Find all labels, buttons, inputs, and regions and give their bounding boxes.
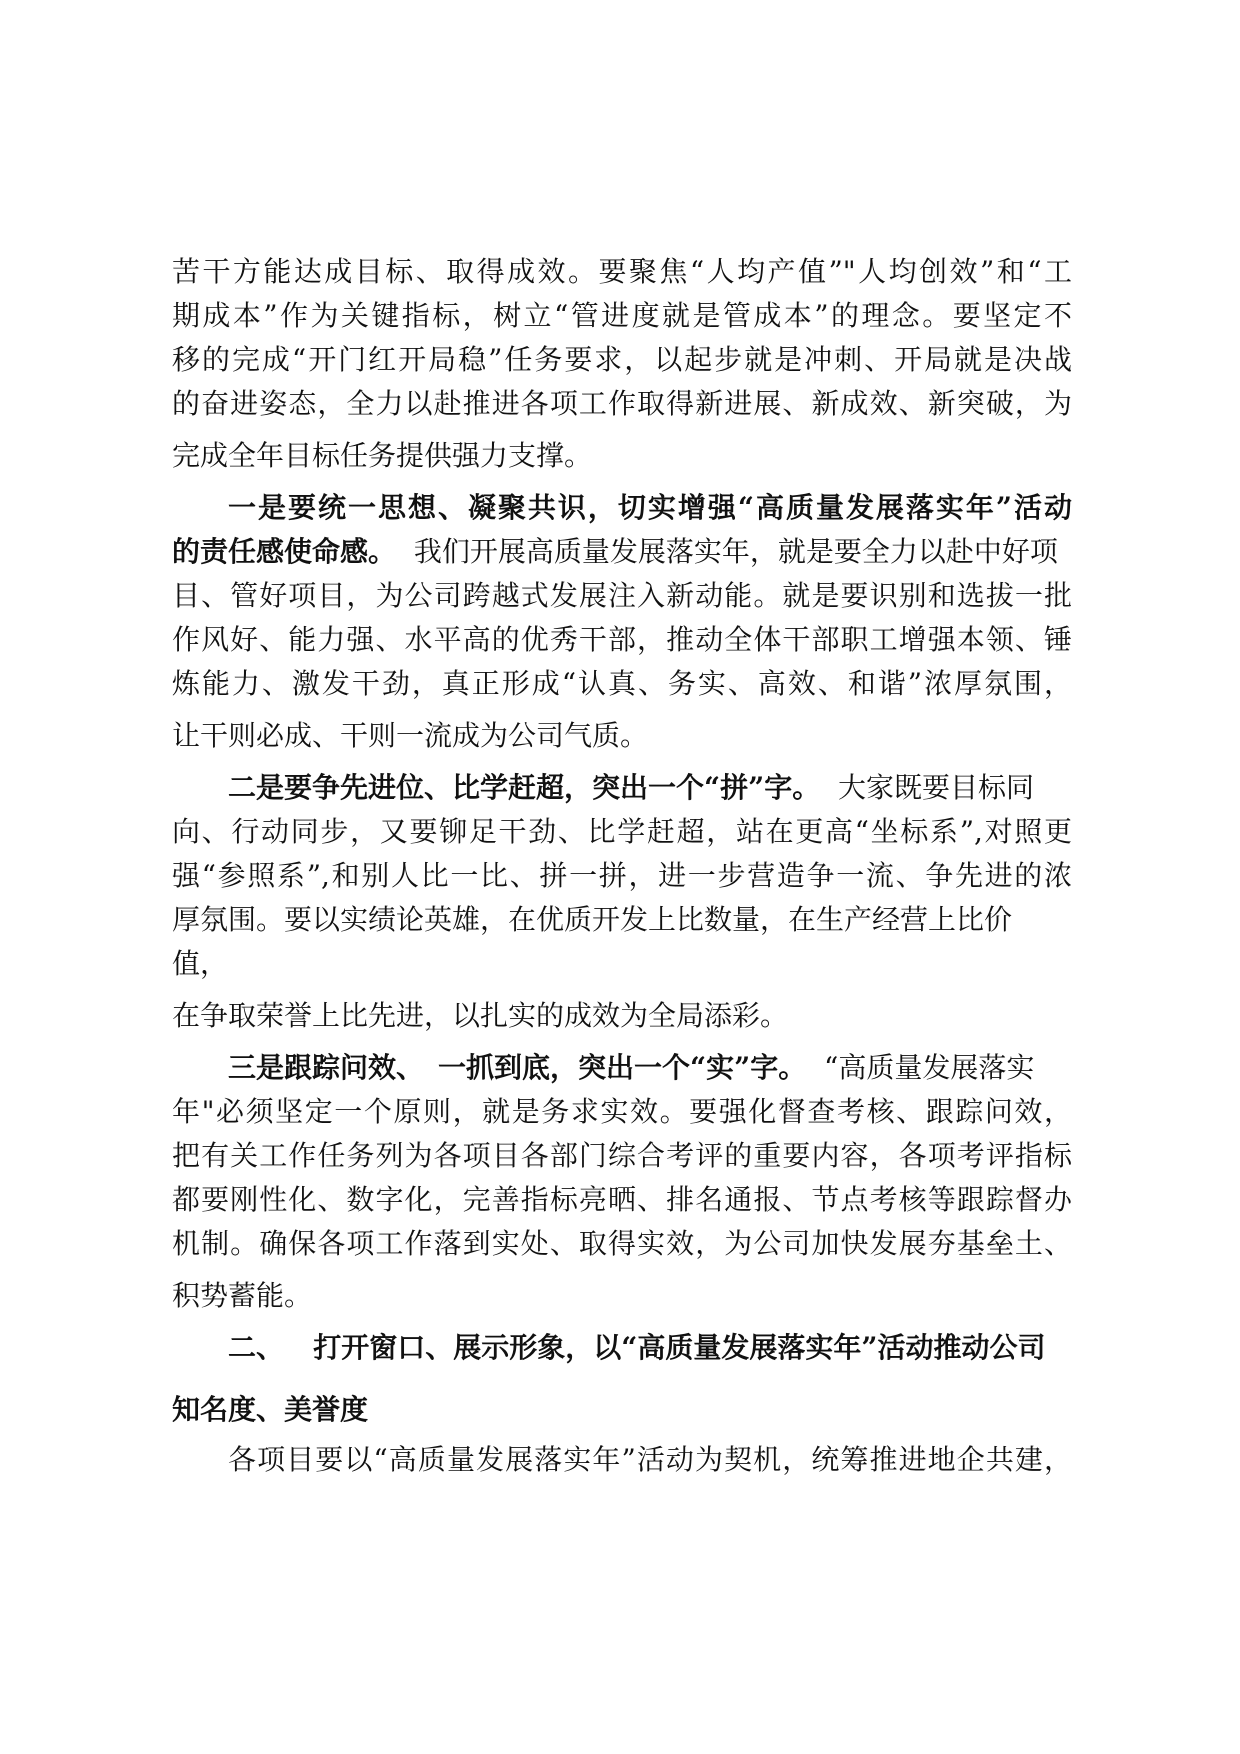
section-title: 打开窗口、展示形象，以“高质量发展落实年”活动推动公司 [313,1331,1046,1364]
text-line: 各项目要以“高质量发展落实年”活动为契机，统筹推进地企共建， [228,1443,1072,1476]
text-run: 我们开展高质量发展落实年，就是要全力以赴中好项 [413,535,1058,568]
text-line [228,768,1072,808]
paragraph-heading: 三是跟踪问效、 一抓到底，突出一个“实”字。 [228,1051,807,1084]
text-line: 值， [172,947,229,980]
text-line: 积势蓄能。 [172,1279,313,1312]
text-run: “高质量发展落实 [824,1051,1035,1084]
text-line: 让干则必成、干则一流成为公司气质。 [172,719,649,752]
text-line: 期成本”作为关键指标，树立“管进度就是管成本”的理念。要坚定不 [172,299,1072,332]
text-line [228,1048,1072,1088]
text-run: 大家既要目标同 [838,771,1035,804]
text-line: 厚氛围。要以实绩论英雄，在优质开发上比数量，在生产经营上比价 [172,903,1013,936]
paragraph-heading: 的责任感使命感。 [172,535,397,568]
text-line: 年"必须坚定一个原则，就是务求实效。要强化督查考核、跟踪问效， [172,1095,1072,1128]
text-line: 机制。确保各项工作落到实处、取得实效，为公司加快发展夯基垒土、 [172,1227,1072,1260]
paragraph-heading: 二是要争先进位、比学赶超，突出一个“拼”字。 [228,771,821,804]
text-line: 移的完成“开门红开局稳”任务要求，以起步就是冲刺、开局就是决战 [172,343,1072,376]
text-line: 向、行动同步，又要铆足干劲、比学赶超，站在更高“坐标系”,对照更 [172,815,1072,848]
text-line: 苦干方能达成目标、取得成效。要聚焦“人均产值”"人均创效”和“工 [172,255,1072,288]
section-heading: 知名度、美誉度 [172,1393,369,1426]
paragraph-heading: 一是要统一思想、凝聚共识，切实增强“高质量发展落实年”活动 [228,491,1072,524]
section-number: 二、 [228,1331,285,1364]
text-line: 完成全年目标任务提供强力支撑。 [172,439,593,472]
text-line: 强“参照系”,和别人比一比、拼一拼，进一步营造争一流、争先进的浓 [172,859,1072,892]
text-line: 的奋进姿态，全力以赴推进各项工作取得新进展、新成效、新突破，为 [172,387,1072,420]
text-line: 目、管好项目，为公司跨越式发展注入新动能。就是要识别和选拔一批 [172,579,1072,612]
text-line: 把有关工作任务列为各项目各部门综合考评的重要内容，各项考评指标 [172,1139,1072,1172]
text-line [172,532,1072,572]
text-line: 作风好、能力强、水平高的优秀干部，推动全体干部职工增强本领、锤 [172,623,1072,656]
text-line: 在争取荣誉上比先进，以扎实的成效为全局添彩。 [172,999,789,1032]
text-line: 都要刚性化、数字化，完善指标亮晒、排名通报、节点考核等跟踪督办 [172,1183,1072,1216]
section-heading [228,1328,1072,1368]
text-line: 炼能力、激发干劲，真正形成“认真、务实、高效、和谐”浓厚氛围， [172,667,1072,700]
